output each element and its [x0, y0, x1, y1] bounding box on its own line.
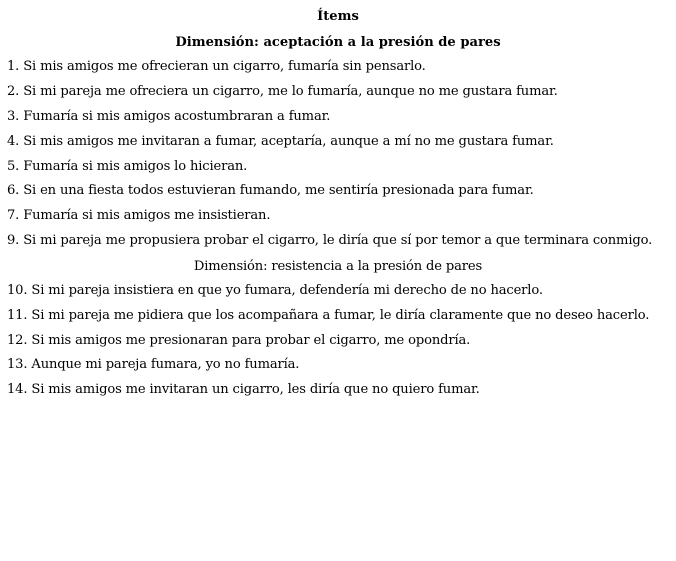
dimension-1-heading: Dimensión: aceptación a la presión de pares: [175, 35, 501, 50]
list-item: 10. Si mi pareja insistiera en que yo fumara, defendería mi derecho de no hacerlo.: [7, 283, 543, 298]
list-item: 7. Fumaría si mis amigos me insistieran.: [7, 208, 271, 223]
dimension-2-heading: Dimensión: resistencia a la presión de pares: [193, 259, 483, 274]
list-item: 3. Fumaría si mis amigos acostumbraran a fumar.: [7, 109, 331, 124]
list-item: 5. Fumaría si mis amigos lo hicieran.: [7, 159, 248, 174]
list-item: 12. Si mis amigos me presionaran para probar el cigarro, me opondría.: [7, 333, 471, 348]
list-item: 14. Si mis amigos me invitaran un cigarro, les diría que no quiero fumar.: [7, 382, 480, 397]
list-item: 11. Si mi pareja me pidiera que los acompañara a fumar, le diría claramente que no deseo hacerlo.: [7, 308, 650, 323]
items-heading: Ítems: [317, 9, 359, 24]
list-item: 6. Si en una fiesta todos estuvieran fumando, me sentiría presionada para fumar.: [7, 183, 534, 198]
list-item: 9. Si mi pareja me propusiera probar el cigarro, le diría que sí por temor a que terminara conmigo.: [7, 233, 653, 248]
list-item: 2. Si mi pareja me ofreciera un cigarro, me lo fumaría, aunque no me gustara fumar.: [7, 84, 558, 99]
list-item: 1. Si mis amigos me ofrecieran un cigarro, fumaría sin pensarlo.: [7, 59, 426, 74]
list-item: 13. Aunque mi pareja fumara, yo no fumaría.: [7, 357, 300, 372]
list-item: 4. Si mis amigos me invitaran a fumar, aceptaría, aunque a mí no me gustara fumar.: [7, 134, 554, 149]
